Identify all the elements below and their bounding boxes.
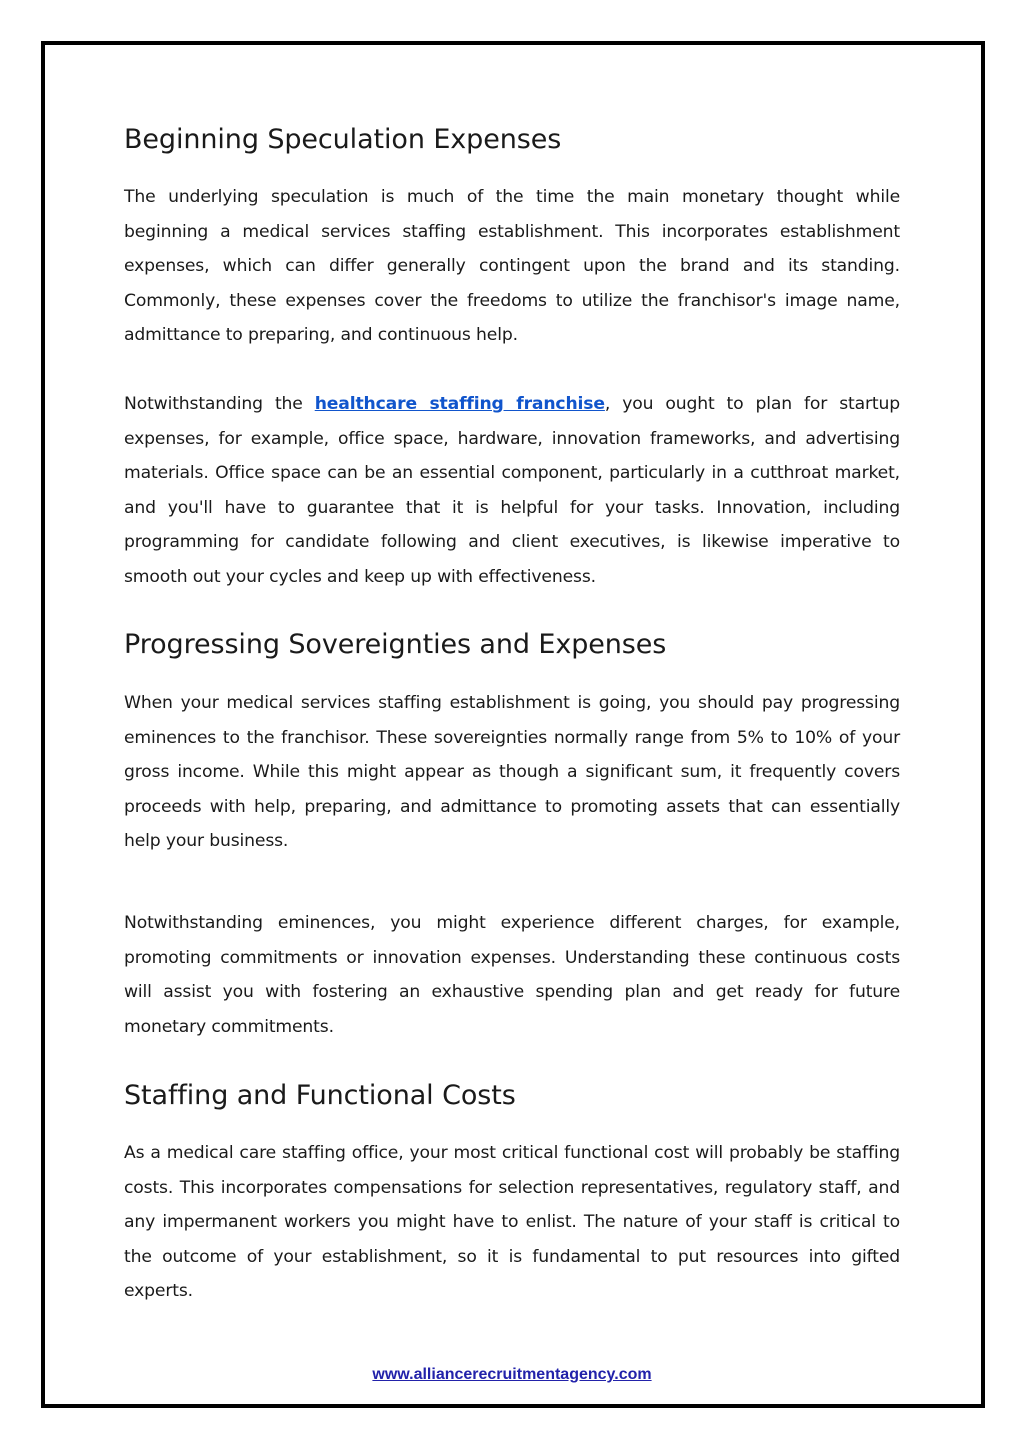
heading-progressing-sovereignties: Progressing Sovereignties and Expenses [124,629,667,660]
paragraph-with-link [124,387,900,594]
footer [0,1366,1024,1384]
paragraph-text: Notwithstanding the [124,394,315,414]
paragraph: When your medical services staffing establishment is going, you should pay progressing eminences to the franchisor. These sovereignties normally range from 5% to 10% of your gross income. While this might appear as though a significant sum, it frequently covers proceeds with help, preparing, and admittance to promoting assets that can essentially help your business. [124,693,900,851]
heading-staffing-functional-costs: Staffing and Functional Costs [124,1080,516,1111]
heading-beginning-speculation-expenses: Beginning Speculation Expenses [124,124,562,155]
paragraph: As a medical care staffing office, your most critical functional cost will probably be staffing costs. This incorporates compensations for selection representatives, regulatory staff, and any impermanent workers you might have to enlist. The nature of your staff is critical to the outcome of your establishment, so it is fundamental to put resources into gifted experts. [124,1143,900,1301]
paragraph-text: , you ought to plan for startup expenses, for example, office space, hardware, innovation frameworks, and advertising materials. Office space can be an essential component, particularly in a cutthroat market, and you'll have to guarantee that it is helpful for your tasks. Innovation, including programming for candidate following and client executives, is likewise imperative to smooth out your cycles and keep up with effectiveness. [124,394,900,587]
paragraph: The underlying speculation is much of the time the main monetary thought while beginning a medical services staffing establishment. This incorporates establishment expenses, which can differ generally contingent upon the brand and its standing. Commonly, these expenses cover the freedoms to utilize the franchisor's image name, admittance to preparing, and continuous help. [124,187,900,345]
website-link[interactable]: www.alliancerecruitmentagency.com [372,1366,652,1383]
healthcare-staffing-franchise-link[interactable]: healthcare staffing franchise [314,394,605,414]
paragraph: Notwithstanding eminences, you might experience different charges, for example, promoting commitments or innovation expenses. Understanding these continuous costs will assist you with fostering an exhaustive spending plan and get ready for future monetary commitments. [124,913,900,1037]
